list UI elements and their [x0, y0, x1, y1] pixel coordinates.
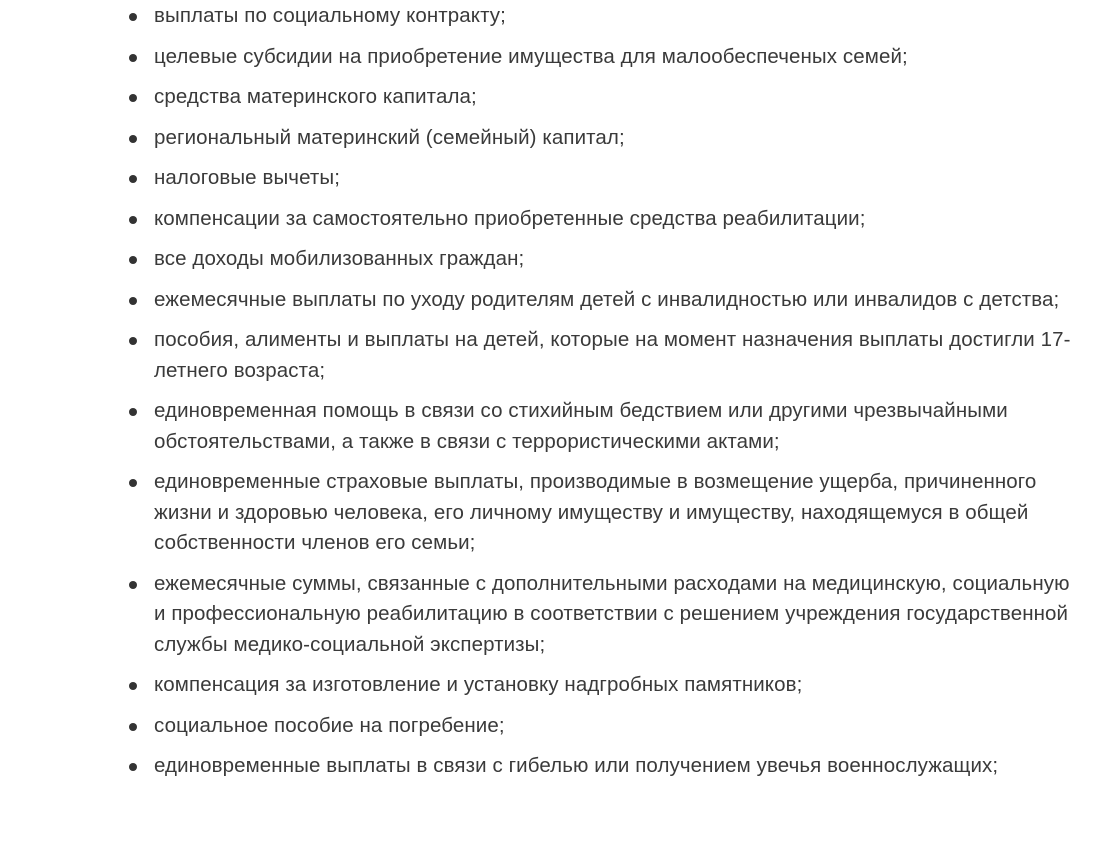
bullet-icon	[129, 135, 137, 143]
list-item-text: компенсации за самостоятельно приобретенные средства реабилитации;	[154, 206, 866, 230]
list-item	[124, 123, 1084, 154]
list-item-text: единовременные страховые выплаты, производимые в возмещение ущерба, причиненного жизни и здоровью человека, его личному имуществу и имуществу, находящемуся в общей собственности членов его семьи;	[154, 470, 1037, 554]
list-item-text: региональный материнский (семейный) капитал;	[154, 125, 625, 149]
list-item-text: налоговые вычеты;	[154, 166, 341, 189]
list-item	[124, 244, 1084, 275]
list-item	[124, 751, 1084, 782]
list-item	[124, 82, 1084, 113]
bullet-icon	[129, 337, 137, 345]
list-item	[124, 569, 1084, 661]
bullet-icon	[129, 682, 137, 690]
list-item-text: выплаты по социальному контракту;	[154, 4, 506, 27]
list-item-text: единовременная помощь в связи со стихийным бедствием или другими чрезвычайными обстоятельствами, а также в связи с террористическими актами;	[154, 399, 1008, 453]
list-item	[124, 670, 1084, 701]
bullet-icon	[129, 256, 137, 264]
bullet-icon	[129, 297, 137, 305]
list-item-text: социальное пособие на погребение;	[154, 713, 505, 737]
list-item	[124, 163, 1084, 194]
list-item-text: ежемесячные суммы, связанные с дополнительными расходами на медицинскую, социальную и профессиональную реабилитацию в соответствии с решением учреждения государственной службы медико-социальной экспертизы;	[154, 571, 1070, 656]
bullet-icon	[129, 13, 137, 21]
list-item-text: все доходы мобилизованных граждан;	[154, 247, 525, 270]
list-item-text: компенсация за изготовление и установку надгробных памятников;	[154, 673, 803, 696]
list-item-text: целевые субсидии на приобретение имущества для малообеспеченых семей;	[154, 44, 908, 68]
bullet-icon	[129, 763, 137, 771]
list-item-text: единовременные выплаты в связи с гибелью или получением увечья военнослужащих;	[154, 754, 999, 777]
list-item-text: ежемесячные выплаты по уходу родителям детей с инвалидностью или инвалидов с детства;	[154, 287, 1060, 311]
list-item	[124, 711, 1084, 742]
bullet-icon	[129, 54, 137, 62]
bullet-icon	[129, 216, 137, 224]
bullet-icon	[129, 94, 137, 102]
bullet-icon	[129, 408, 137, 416]
list-item-text: пособия, алименты и выплаты на детей, которые на момент назначения выплаты достигли 17-летнего возраста;	[154, 328, 1071, 382]
bullet-icon	[129, 723, 137, 731]
list-item	[124, 396, 1084, 457]
bullet-icon	[129, 479, 137, 487]
list-item	[124, 467, 1084, 559]
income-exclusions-list	[124, 1, 1084, 792]
list-item	[124, 42, 1084, 73]
list-item-text: средства материнского капитала;	[154, 85, 477, 108]
list-item	[124, 325, 1084, 386]
bullet-icon	[129, 581, 137, 589]
list-item	[124, 1, 1084, 32]
bullet-icon	[129, 175, 137, 183]
list-item	[124, 285, 1084, 316]
list-item	[124, 204, 1084, 235]
